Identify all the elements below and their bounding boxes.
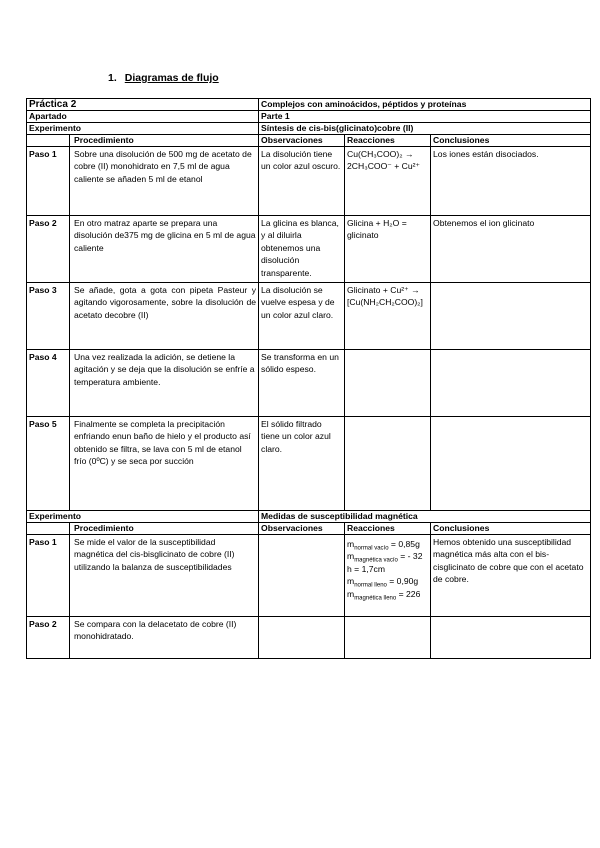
step-procedure: En otro matraz aparte se prepara una disolución de375 mg de glicina en 5 ml de agua caliente (70, 216, 259, 283)
step-label: Paso 1 (27, 535, 70, 617)
step-reaction (345, 417, 431, 511)
reaction-line: Cu(CH₃COO)₂ → (347, 149, 414, 159)
measurement-line: h = 1,7cm (347, 563, 385, 574)
heading-text: Diagramas de flujo (124, 72, 219, 84)
experiment2-column-headers (27, 523, 591, 535)
step-conclusion (431, 350, 591, 417)
step-observation: El sólido filtrado tiene un color azul claro. (259, 417, 345, 511)
experiment1-label: Experimento (27, 123, 259, 135)
practica-label: Práctica 2 (27, 99, 259, 111)
measurement-line: $m_{normal vacío} = 0,85g$ (347, 539, 420, 552)
step-conclusion (431, 417, 591, 511)
step-conclusion: Obtenemos el ion glicinato (431, 216, 591, 283)
col-conclusiones: Conclusiones (431, 135, 591, 147)
step-procedure: Finalmente se completa la precipitación enfriando enun baño de hielo y el producto así obtenido se filtra, se lava con 5 ml de etanol frío (0ºC) y se seca por succión (70, 417, 259, 511)
reaction-line: glicinato (347, 230, 379, 241)
step-observation (259, 617, 345, 659)
step-observation: La glicina es blanca, y al diluirla obtenemos una disolución transparente. (259, 216, 345, 283)
step-reaction (345, 283, 431, 350)
heading-number: 1. (108, 72, 117, 84)
step-measurements (345, 535, 431, 617)
step-label: Paso 3 (27, 283, 70, 350)
table-row (27, 147, 591, 216)
col-reacciones: Reacciones (345, 523, 431, 535)
measurement-line: $m_{magnética lleno} = 226$ (347, 588, 421, 602)
step-procedure: Sobre una disolución de 500 mg de acetato de cobre (II) monohidrato en 7,5 ml de agua caliente se añaden 5 ml de etanol (70, 147, 259, 216)
step-label: Paso 1 (27, 147, 70, 216)
col-conclusiones: Conclusiones (431, 523, 591, 535)
experiment2-label: Experimento (27, 511, 259, 523)
reaction-line: Glicinato + Cu²⁺ → (347, 285, 420, 295)
measurement-line: $m_{normal lleno} = 0,90g$ (347, 576, 419, 589)
practica-value: Complejos con aminoácidos, péptidos y proteínas (259, 99, 591, 111)
step-conclusion: Los iones están disociados. (431, 147, 591, 216)
step-label: Paso 2 (27, 216, 70, 283)
practica-row (27, 99, 591, 111)
col-procedimiento: Procedimiento (70, 523, 259, 535)
experiment2-row (27, 511, 591, 523)
col-procedimiento: Procedimiento (70, 135, 259, 147)
step-procedure: Se añade, gota a gota con pipeta Pasteur y agitando vigorosamente, sobre la disolución de acetato decobre (II) (70, 283, 259, 350)
table-row (27, 417, 591, 511)
apartado-row (27, 111, 591, 123)
step-procedure: Se mide el valor de la susceptibilidad magnética del cis-bisglicinato de cobre (II) utilizando la balanza de susceptibilidades (70, 535, 259, 617)
step-reaction (345, 147, 431, 216)
table-row (27, 535, 591, 617)
reaction-line: [Cu(NH₂CH₂COO)₂] (347, 297, 423, 308)
table-row (27, 283, 591, 350)
experiment1-row (27, 123, 591, 135)
step-conclusion (431, 283, 591, 350)
reaction-line: Glicina + H₂O = (347, 218, 407, 228)
measurement-line: $m_{magnética vacío}$ = - 32 (347, 551, 423, 565)
step-procedure: Se compara con la delacetato de cobre (II) monohidratado. (70, 617, 259, 659)
step-procedure: Una vez realizada la adición, se detiene la agitación y se deja que la disolución se enfríe a temperatura ambiente. (70, 350, 259, 417)
step-reaction (345, 350, 431, 417)
step-observation (259, 535, 345, 617)
step-label: Paso 4 (27, 350, 70, 417)
step-conclusion (431, 617, 591, 659)
table-row (27, 617, 591, 659)
col-observaciones: Observaciones (259, 135, 345, 147)
section-heading (108, 72, 219, 84)
apartado-value: Parte 1 (259, 111, 591, 123)
step-label: Paso 5 (27, 417, 70, 511)
table-row (27, 216, 591, 283)
step-reaction (345, 617, 431, 659)
experiment1-column-headers (27, 135, 591, 147)
experiment2-title: Medidas de susceptibilidad magnética (259, 511, 591, 523)
flowchart-table (26, 98, 591, 659)
experiment1-title: Síntesis de cis-bis(glicinato)cobre (II) (259, 123, 591, 135)
step-observation: La disolución tiene un color azul oscuro. (259, 147, 345, 216)
col-observaciones: Observaciones (259, 523, 345, 535)
col-reacciones: Reacciones (345, 135, 431, 147)
step-reaction (345, 216, 431, 283)
step-observation: La disolución se vuelve espesa y de un color azul claro. (259, 283, 345, 350)
table-row (27, 350, 591, 417)
step-label: Paso 2 (27, 617, 70, 659)
reaction-line: 2CH₃COO⁻ + Cu²⁺ (347, 161, 420, 172)
step-observation: Se transforma en un sólido espeso. (259, 350, 345, 417)
apartado-label: Apartado (27, 111, 259, 123)
step-conclusion: Hemos obtenido una susceptibilidad magnética más alta con el bis-cisglicinato de cobre que con el acetato de cobre. (431, 535, 591, 617)
